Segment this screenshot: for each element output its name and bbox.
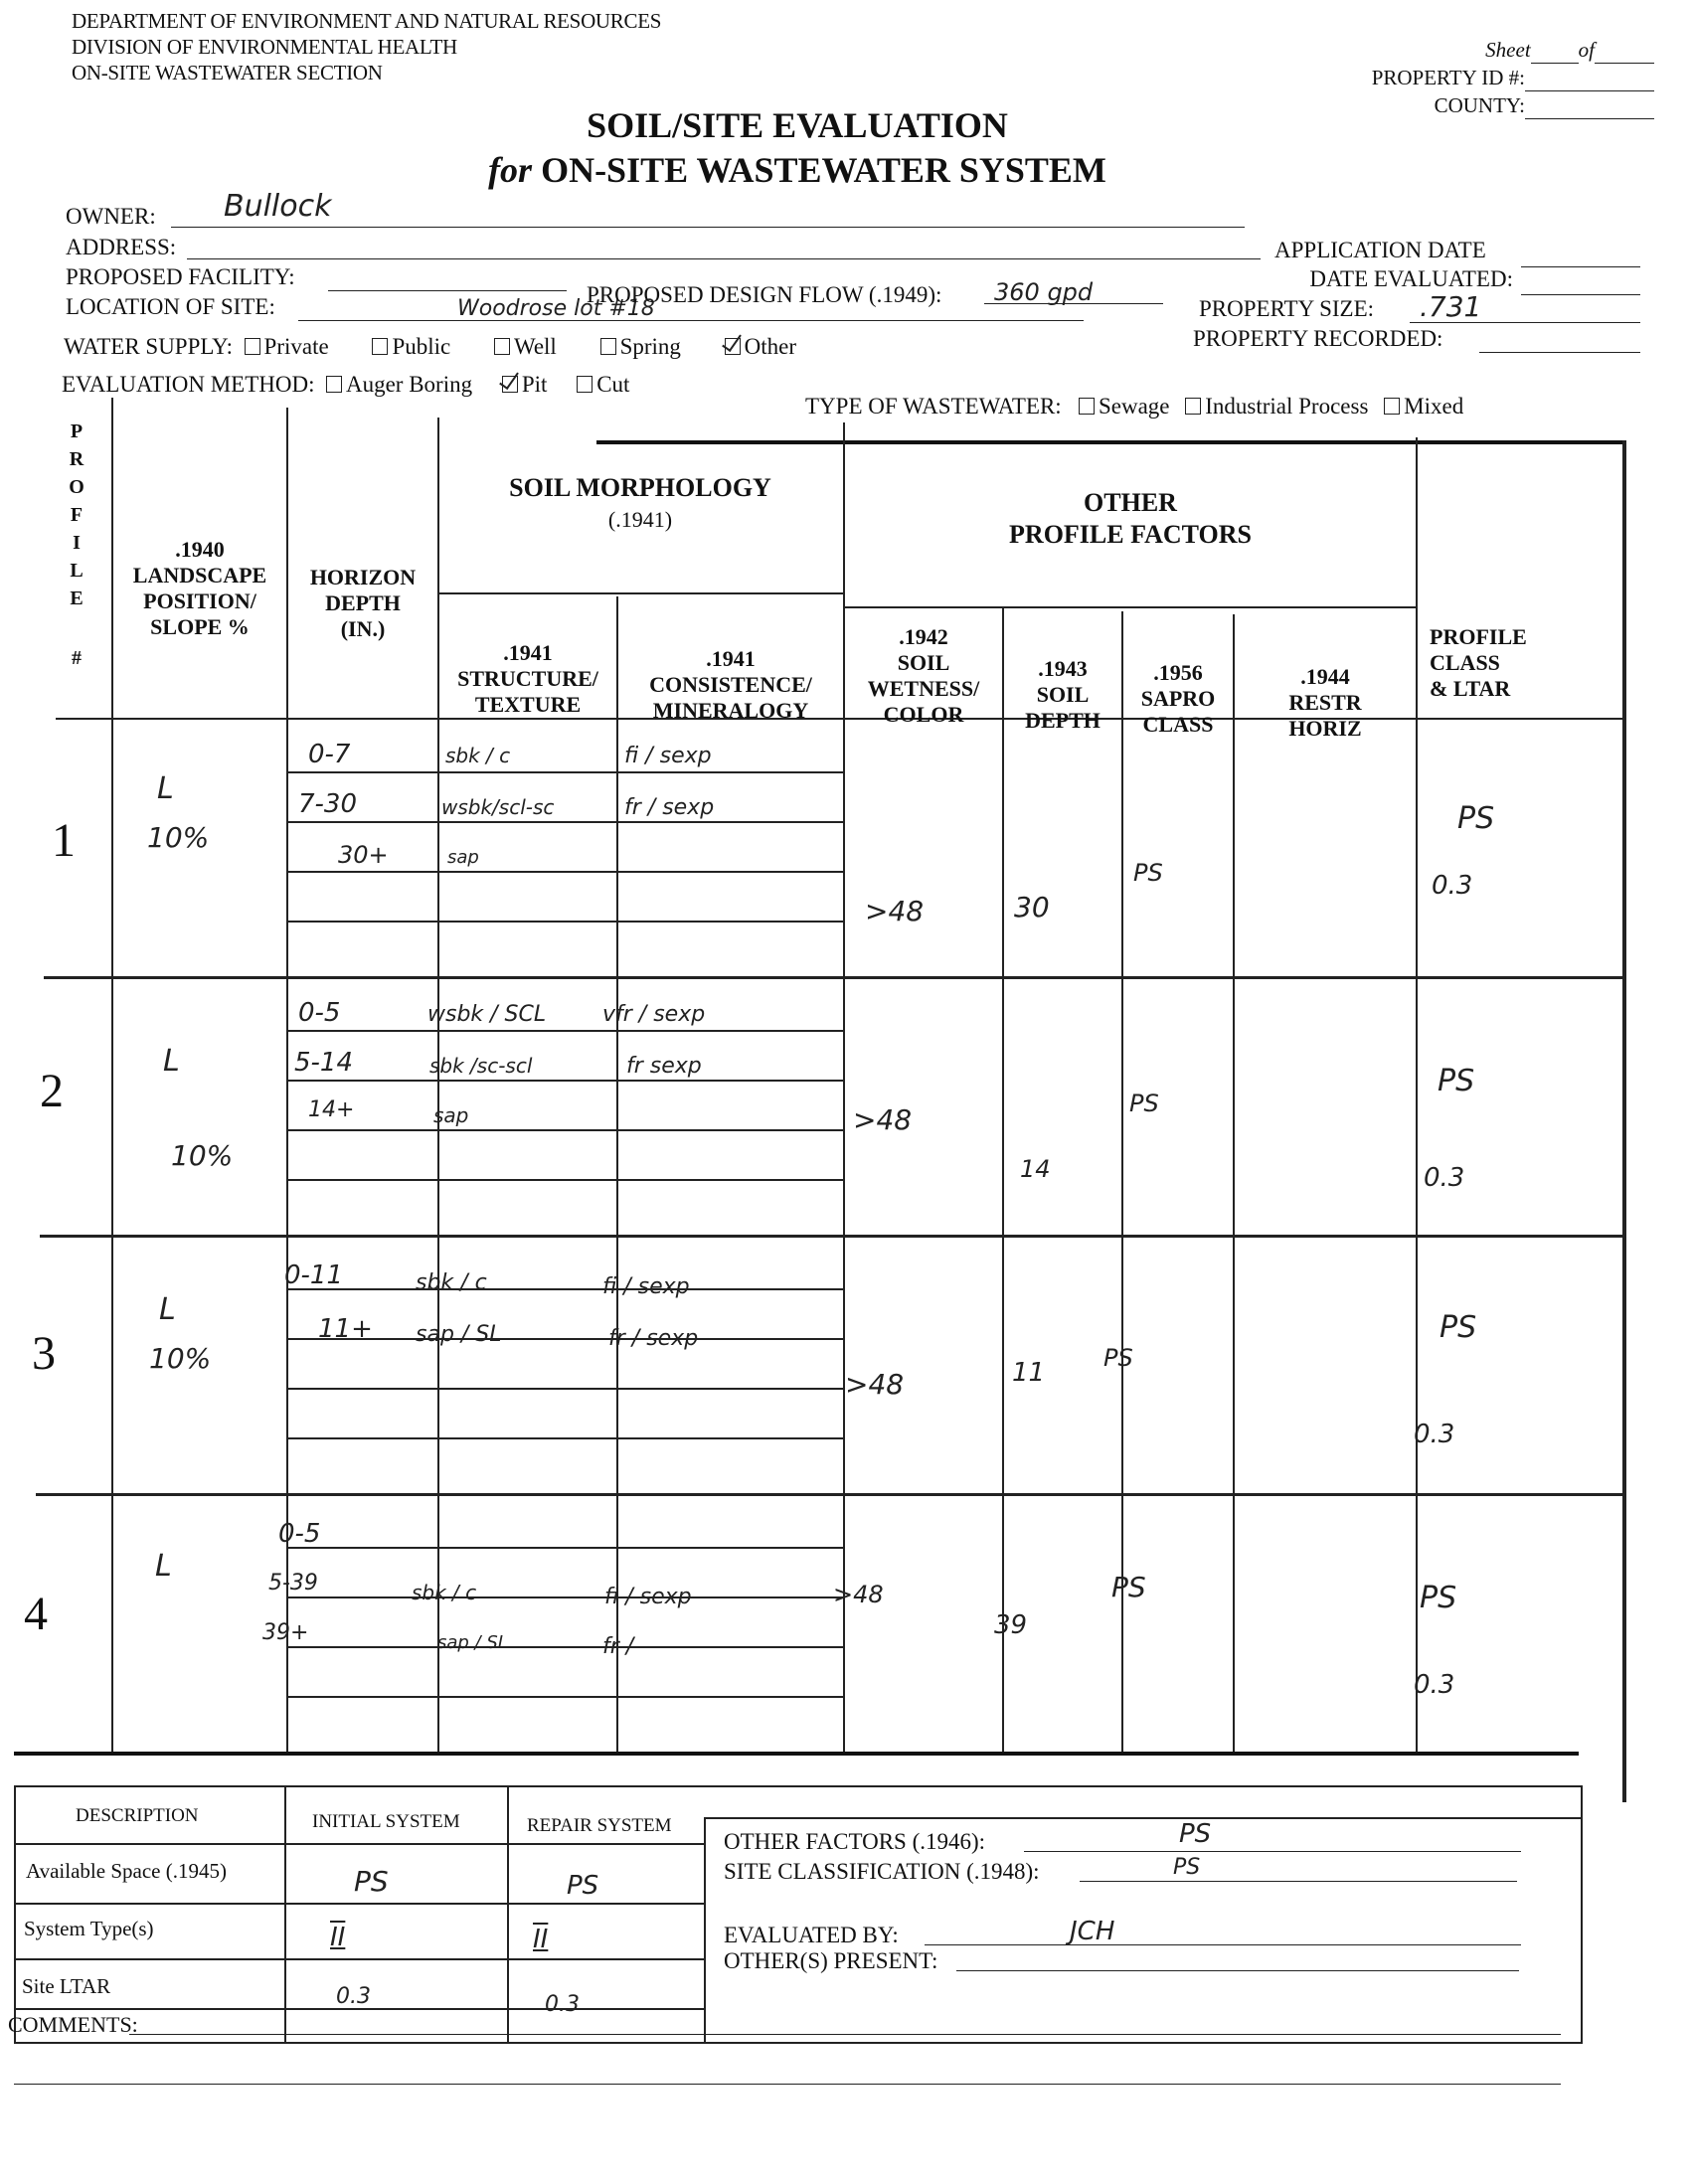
- auger-checkbox[interactable]: [326, 376, 342, 393]
- description-header: DESCRIPTION: [76, 1805, 199, 1826]
- others-present-field[interactable]: [956, 1970, 1519, 1971]
- water-spring-option[interactable]: [600, 334, 681, 360]
- horizon-depth: 0-5: [298, 998, 341, 1028]
- public-checkbox[interactable]: [372, 338, 388, 355]
- address-field[interactable]: [187, 258, 1261, 259]
- ltar-value: 0.3: [1424, 1163, 1465, 1193]
- landscape-value: L: [159, 1292, 176, 1327]
- consistence-header: .1941 CONSISTENCE/ MINERALOGY: [649, 646, 812, 723]
- evaluated-by-value: JCH: [1070, 1917, 1115, 1946]
- pit-label: Pit: [521, 372, 548, 397]
- owner-value: Bullock: [224, 189, 332, 224]
- other-label: Other: [744, 334, 797, 359]
- other-factors-field[interactable]: [1024, 1851, 1521, 1852]
- location-label: LOCATION OF SITE:: [66, 294, 275, 319]
- property-recorded-field[interactable]: [1479, 352, 1640, 353]
- soil-morphology-code: (.1941): [607, 507, 673, 532]
- col-divider: [1002, 606, 1004, 1752]
- sapro-value: PS: [1103, 1344, 1133, 1372]
- address-label: ADDRESS:: [66, 235, 177, 259]
- date-evaluated-field[interactable]: [1521, 294, 1640, 295]
- profile-class-value: PS: [1440, 1310, 1477, 1345]
- profile-header-letter: O: [69, 476, 85, 498]
- horizon-depth: 5-39: [268, 1571, 318, 1596]
- eval-auger-option[interactable]: [326, 372, 472, 398]
- horizon-depth: 7-30: [298, 789, 358, 819]
- profile-separator: [36, 1493, 1624, 1496]
- row-line: [16, 1903, 704, 1905]
- form-subtitle: [0, 149, 1595, 191]
- profile-number-header: [66, 418, 87, 672]
- consistence-value: fi / sexp: [604, 1585, 692, 1609]
- sewage-label: Sewage: [1098, 394, 1170, 419]
- evaluated-by-field[interactable]: [925, 1944, 1521, 1945]
- water-well-option[interactable]: [494, 334, 557, 360]
- col-divider: [616, 596, 618, 1752]
- application-date-label: APPLICATION DATE: [1274, 238, 1486, 262]
- soil-depth-header: .1943 SOIL DEPTH: [1025, 656, 1101, 733]
- profile-separator: [44, 976, 1624, 979]
- structure-value: wsbk/scl-sc: [441, 795, 555, 819]
- sapro-value: PS: [1111, 1571, 1146, 1603]
- table-top-border: [596, 440, 1624, 444]
- soil-depth-value: 30: [1014, 891, 1050, 924]
- industrial-checkbox[interactable]: [1185, 398, 1201, 415]
- property-recorded-label: PROPERTY RECORDED:: [1193, 326, 1443, 351]
- consistence-value: fi / sexp: [624, 744, 712, 768]
- profile-number: 4: [24, 1588, 48, 1640]
- type-initial-value: II: [330, 1923, 346, 1952]
- profile-separator: [40, 1235, 1624, 1238]
- structure-header: .1941 STRUCTURE/ TEXTURE: [457, 640, 598, 717]
- horizon-depth: 0-11: [284, 1260, 344, 1290]
- consistence-value: fr / sexp: [608, 1326, 699, 1351]
- consistence-value: fi / sexp: [602, 1274, 690, 1299]
- other-profile-factors-header: OTHER PROFILE FACTORS: [1009, 488, 1252, 549]
- horizon-line: [286, 1547, 843, 1549]
- profile-header-letter: F: [70, 504, 84, 526]
- horizon-depth: 30+: [338, 841, 389, 869]
- spring-label: Spring: [619, 334, 681, 359]
- comments-field-2[interactable]: [14, 2084, 1561, 2085]
- repair-system-header: REPAIR SYSTEM: [527, 1815, 672, 1836]
- structure-value: sap: [447, 847, 479, 868]
- profile-class-value: PS: [1438, 1064, 1475, 1098]
- profile-number: 2: [40, 1065, 64, 1117]
- type-repair-value: II: [533, 1925, 549, 1954]
- sheet-total-field[interactable]: [1595, 43, 1654, 64]
- horizon-line: [286, 1437, 843, 1439]
- structure-value: sbk / c: [416, 1270, 487, 1295]
- profile-class-value: PS: [1457, 801, 1495, 836]
- ltar-value: 0.3: [1414, 1420, 1455, 1449]
- proposed-facility-label: PROPOSED FACILITY:: [66, 264, 295, 289]
- horizon-line: [286, 771, 843, 773]
- private-label: Private: [263, 334, 329, 359]
- other-factors-label: OTHER FACTORS (.1946):: [724, 1829, 986, 1854]
- horizon-line: [286, 1388, 843, 1390]
- property-id-label: PROPERTY ID #:: [1371, 66, 1525, 89]
- wetness-header: .1942 SOIL WETNESS/ COLOR: [867, 624, 980, 727]
- spring-checkbox[interactable]: [600, 338, 616, 355]
- horizon-line: [286, 1179, 843, 1181]
- eval-pit-option[interactable]: [502, 372, 548, 398]
- comments-field[interactable]: [129, 2034, 1561, 2035]
- landscape-value: L: [155, 1549, 172, 1584]
- wetness-value: >48: [833, 1581, 884, 1608]
- structure-value: sbk / c: [412, 1581, 477, 1604]
- site-class-value: PS: [1173, 1855, 1201, 1880]
- ww-industrial-option[interactable]: [1185, 394, 1368, 420]
- design-flow-label: PROPOSED DESIGN FLOW (.1949):: [587, 282, 942, 307]
- ww-sewage-option[interactable]: [1079, 394, 1170, 420]
- avail-repair-value: PS: [567, 1871, 599, 1901]
- horizon-line: [286, 1030, 843, 1032]
- cut-label: Cut: [596, 372, 630, 397]
- agency-line-2: DIVISION OF ENVIRONMENTAL HEALTH: [72, 35, 457, 59]
- wetness-value: >48: [845, 1368, 905, 1401]
- site-class-field[interactable]: [1080, 1881, 1517, 1882]
- row-line: [704, 1817, 1581, 1819]
- horizon-depth: 11+: [318, 1314, 373, 1344]
- horizon-line: [286, 1129, 843, 1131]
- consistence-value: fr sexp: [626, 1054, 702, 1079]
- other-checkbox[interactable]: [725, 338, 741, 355]
- avail-initial-value: PS: [354, 1865, 389, 1898]
- subheader-line: [437, 592, 843, 594]
- soil-depth-value: 11: [1012, 1358, 1046, 1388]
- property-size-value: .731: [1420, 290, 1482, 323]
- sapro-value: PS: [1129, 1090, 1159, 1117]
- profile-header-letter: P: [70, 420, 84, 442]
- auger-label: Auger Boring: [345, 372, 473, 397]
- county-label: COUNTY:: [1434, 93, 1525, 117]
- col-divider: [507, 1787, 509, 2042]
- horizon-depth: 39+: [262, 1620, 309, 1645]
- ltar-repair-value: 0.3: [545, 1992, 580, 2017]
- mixed-label: Mixed: [1404, 394, 1464, 419]
- horizon-line: [286, 871, 843, 873]
- agency-header: [72, 8, 661, 85]
- profile-header-letter: L: [70, 560, 84, 582]
- site-class-label: SITE CLASSIFICATION (.1948):: [724, 1859, 1040, 1884]
- well-label: Well: [513, 334, 557, 359]
- col-divider: [437, 418, 439, 1752]
- structure-value: sbk / c: [445, 744, 511, 767]
- soil-morphology-header: SOIL MORPHOLOGY: [509, 473, 771, 502]
- horizon-line: [286, 1080, 843, 1082]
- eval-method-row: [62, 372, 667, 398]
- profile-header-letter: R: [69, 448, 85, 470]
- design-flow-value: 360 gpd: [994, 278, 1094, 306]
- horizon-line: [286, 1288, 843, 1290]
- site-ltar-label: Site LTAR: [22, 1974, 111, 1998]
- landscape-value: L: [157, 771, 174, 806]
- slope-value: 10%: [149, 1342, 212, 1375]
- ww-mixed-option[interactable]: [1384, 394, 1463, 420]
- cut-checkbox[interactable]: [577, 376, 593, 393]
- sheet-label: Sheet: [1485, 38, 1531, 62]
- ltar-value: 0.3: [1432, 871, 1473, 901]
- eval-cut-option[interactable]: [577, 372, 629, 398]
- slope-value: 10%: [171, 1139, 234, 1172]
- mixed-checkbox[interactable]: [1384, 398, 1400, 415]
- eval-method-label: EVALUATION METHOD:: [62, 372, 315, 397]
- col-divider: [284, 1787, 286, 2042]
- horizon-depth: 0-7: [308, 740, 351, 769]
- comments-label: COMMENTS:: [8, 2012, 138, 2037]
- horizon-depth: 5-14: [294, 1048, 354, 1078]
- wetness-value: >48: [865, 895, 925, 927]
- system-summary-table: [14, 1785, 1583, 2044]
- soil-depth-value: 14: [1020, 1155, 1051, 1183]
- private-checkbox[interactable]: [245, 338, 260, 355]
- property-id-field[interactable]: [1525, 71, 1654, 91]
- profile-header-letter: E: [70, 588, 84, 609]
- structure-value: sap / SL: [416, 1322, 502, 1347]
- application-date-field[interactable]: [1521, 266, 1640, 267]
- horizon-line: [286, 1596, 843, 1598]
- agency-line-3: ON-SITE WASTEWATER SECTION: [72, 61, 383, 84]
- row-line: [16, 1958, 704, 1960]
- others-present-label: OTHER(S) PRESENT:: [724, 1948, 938, 1973]
- location-field[interactable]: [298, 320, 1084, 321]
- profile-class-header: PROFILE CLASS & LTAR: [1430, 624, 1527, 701]
- of-label: of: [1578, 38, 1595, 62]
- water-public-option[interactable]: [372, 334, 450, 360]
- form-subtitle-text: ON-SITE WASTEWATER SYSTEM: [532, 150, 1106, 190]
- wastewater-label: TYPE OF WASTEWATER:: [805, 394, 1062, 419]
- structure-value: sbk /sc-scl: [429, 1054, 533, 1078]
- wetness-value: >48: [853, 1103, 913, 1136]
- col-divider: [704, 1817, 706, 2042]
- profile-number: 3: [32, 1327, 56, 1380]
- slope-value: 10%: [147, 821, 210, 854]
- structure-value: wsbk / SCL: [427, 1002, 547, 1027]
- horizon-depth: 0-5: [278, 1519, 321, 1549]
- landscape-value: L: [163, 1044, 180, 1079]
- ltar-value: 0.3: [1414, 1670, 1455, 1700]
- landscape-header: .1940 LANDSCAPE POSITION/ SLOPE %: [132, 537, 267, 639]
- profile-number: 1: [52, 814, 76, 867]
- horizon-line: [286, 1696, 843, 1698]
- col-divider: [111, 398, 113, 1752]
- table-bottom-border: [14, 1752, 1579, 1756]
- owner-label: OWNER:: [66, 204, 156, 229]
- table-right-border: [1622, 440, 1626, 1802]
- public-label: Public: [392, 334, 451, 359]
- evaluated-by-label: EVALUATED BY:: [724, 1923, 899, 1947]
- structure-value: sap: [433, 1103, 469, 1127]
- profile-header-letter: I: [73, 532, 81, 554]
- soil-depth-value: 39: [994, 1610, 1028, 1640]
- water-supply-label: WATER SUPPLY:: [64, 334, 234, 359]
- proposed-facility-field[interactable]: [328, 290, 567, 291]
- owner-field[interactable]: [171, 227, 1245, 228]
- form-title: SOIL/SITE EVALUATION: [587, 105, 1008, 145]
- water-other-option[interactable]: [725, 334, 796, 360]
- profile-class-value: PS: [1420, 1581, 1457, 1615]
- col-divider: [1233, 614, 1235, 1752]
- other-factors-value: PS: [1179, 1819, 1212, 1849]
- horizon-depth: 14+: [308, 1097, 355, 1122]
- consistence-value: vfr / sexp: [602, 1002, 706, 1027]
- industrial-label: Industrial Process: [1205, 394, 1369, 419]
- system-types-label: System Type(s): [24, 1917, 154, 1940]
- subheader-line: [843, 606, 1416, 608]
- consistence-value: fr / sexp: [624, 795, 715, 820]
- water-private-option[interactable]: [245, 334, 329, 360]
- profile-header-letter: #: [72, 647, 82, 669]
- col-divider: [843, 422, 845, 1752]
- horizon-header: HORIZON DEPTH (IN.): [309, 565, 417, 641]
- water-supply-row: [64, 334, 834, 360]
- sewage-checkbox[interactable]: [1079, 398, 1095, 415]
- sapro-value: PS: [1133, 859, 1163, 887]
- horizon-line: [286, 921, 843, 923]
- ltar-initial-value: 0.3: [336, 1984, 371, 2009]
- initial-system-header: INITIAL SYSTEM: [312, 1811, 460, 1832]
- form-subtitle-prefix: for: [488, 150, 533, 190]
- row-line: [16, 1843, 704, 1845]
- wastewater-row: [805, 394, 1463, 420]
- location-value: Woodrose lot #18: [457, 296, 655, 321]
- well-checkbox[interactable]: [494, 338, 510, 355]
- pit-checkbox[interactable]: [502, 376, 518, 393]
- sheet-number-field[interactable]: [1531, 43, 1579, 64]
- consistence-value: fr /: [602, 1634, 634, 1659]
- horizon-line: [286, 1646, 843, 1648]
- sapro-header: .1956 SAPRO CLASS: [1140, 660, 1216, 737]
- restr-header: .1944 RESTR HORIZ: [1288, 664, 1362, 741]
- agency-line-1: DEPARTMENT OF ENVIRONMENT AND NATURAL RESOURCES: [72, 9, 662, 33]
- property-size-label: PROPERTY SIZE:: [1199, 296, 1375, 321]
- date-evaluated-label: DATE EVALUATED:: [1309, 266, 1513, 291]
- horizon-line: [286, 821, 843, 823]
- structure-value: sap / SL: [437, 1632, 508, 1653]
- available-space-label: Available Space (.1945): [26, 1859, 227, 1883]
